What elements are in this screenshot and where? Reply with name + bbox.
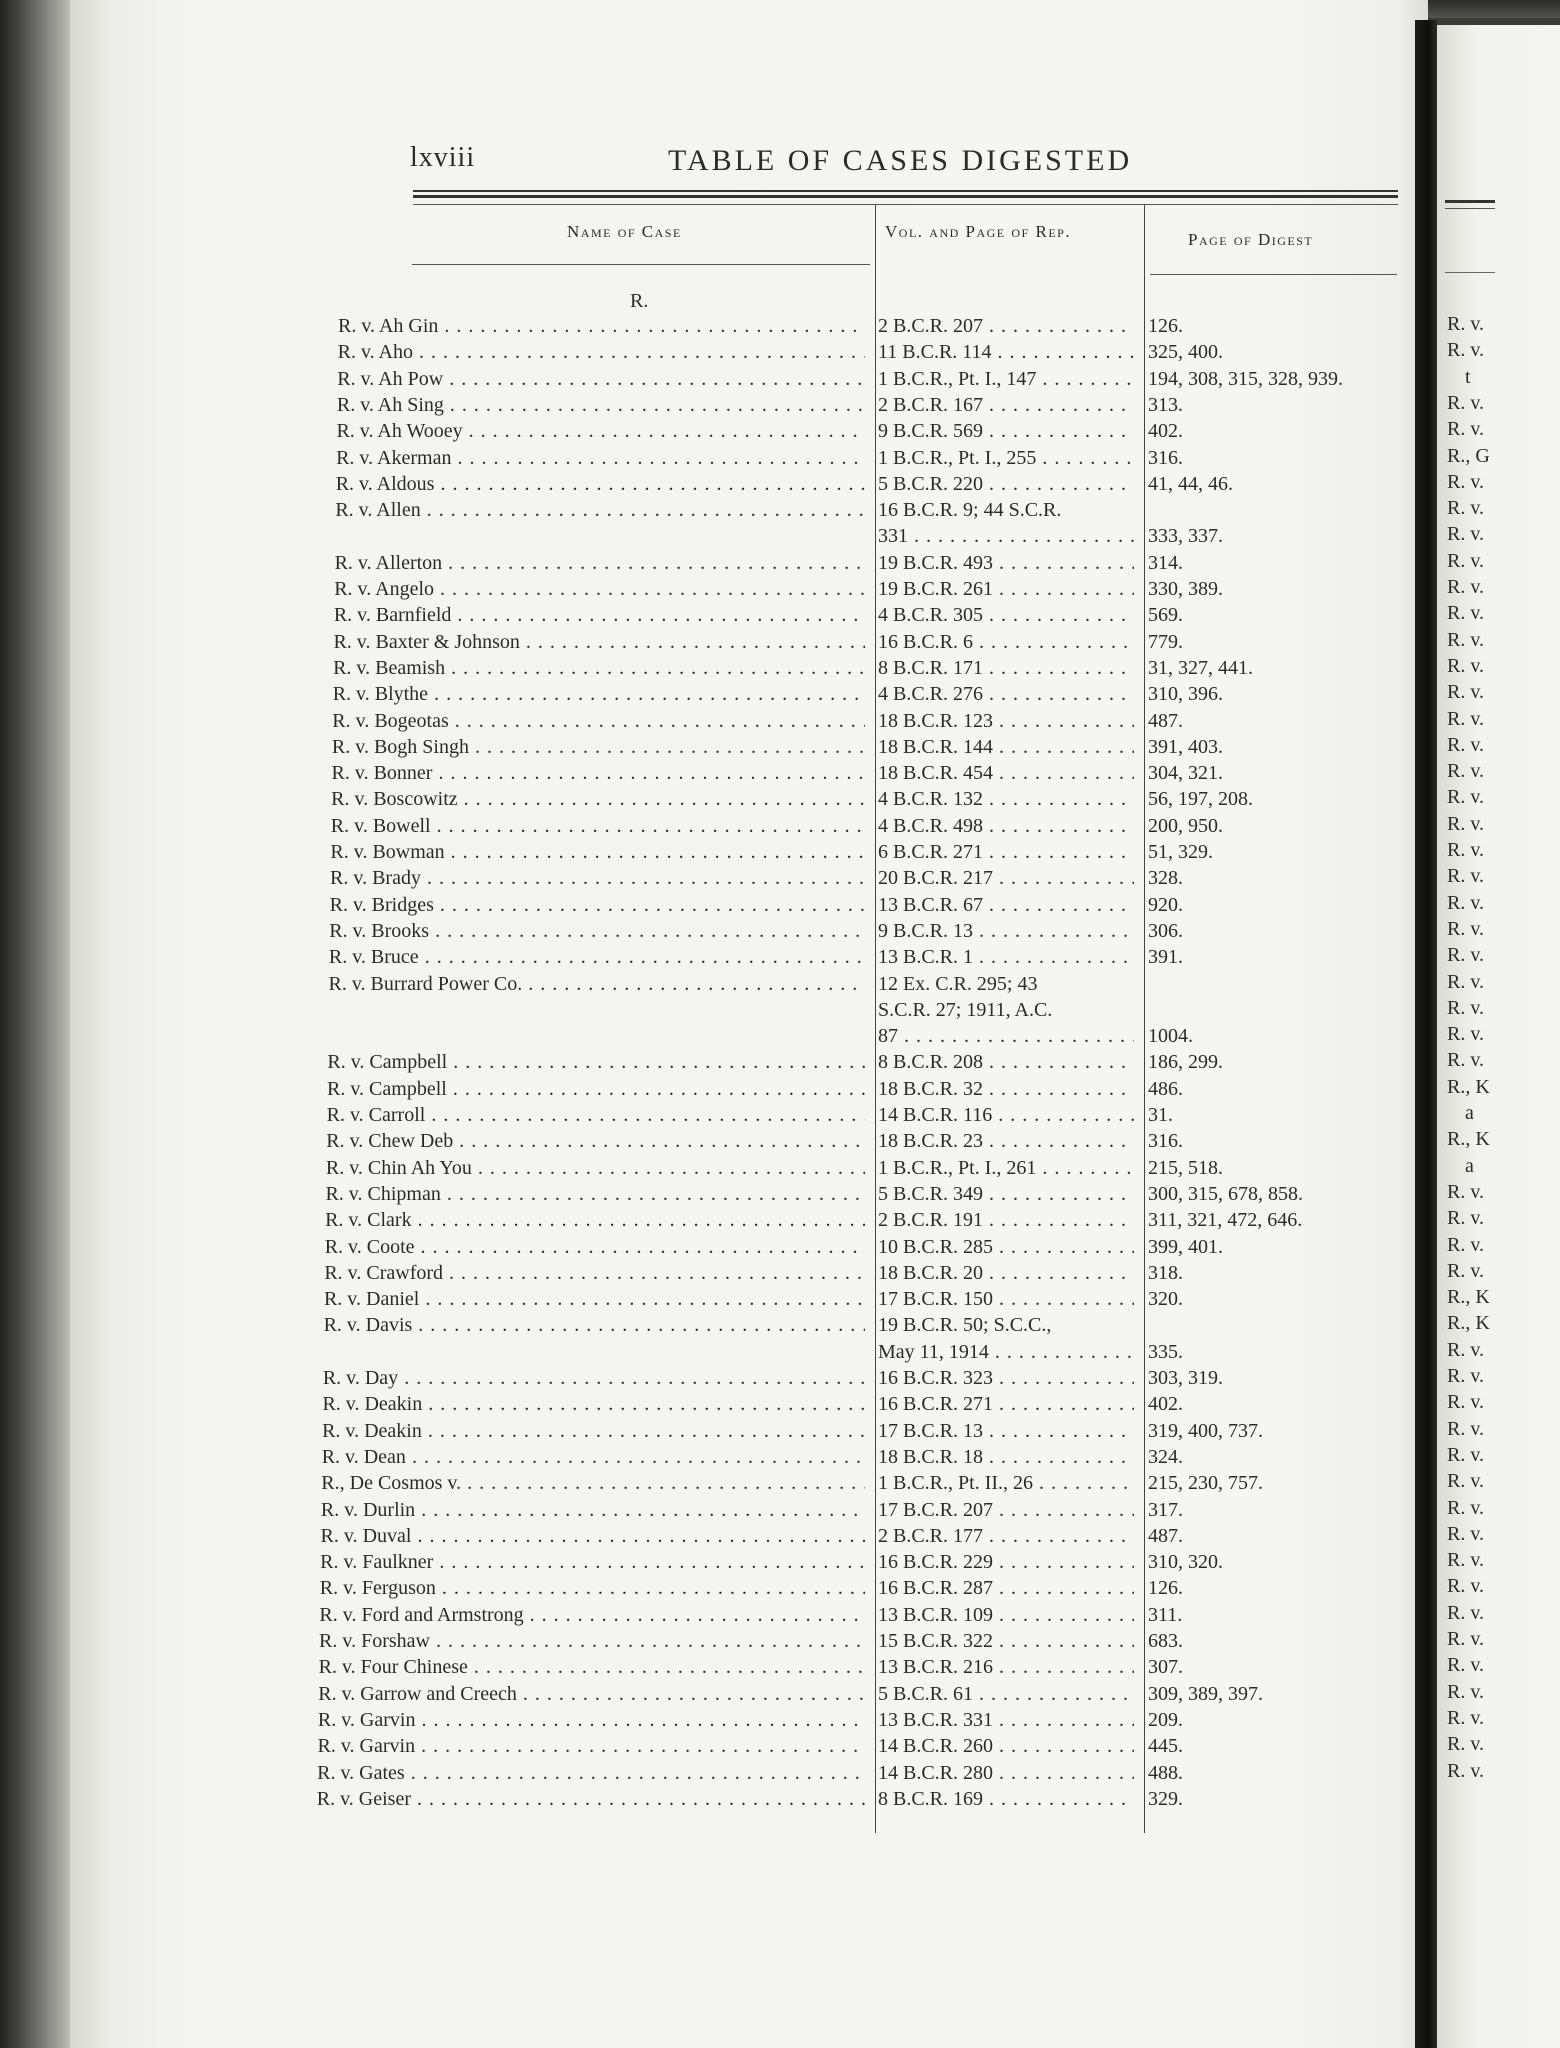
case-name: R. v. Akerman . . .: [336, 445, 865, 471]
report-citation: 16 B.C.R. 229 . . .: [878, 1549, 1134, 1575]
report-citation: 12 Ex. C.R. 295; 43: [878, 972, 1038, 995]
facing-page-fragment: R. v.: [1447, 1522, 1485, 1545]
facing-page-fragment: R. v.: [1447, 1549, 1485, 1572]
table-row: [70, 1444, 1428, 1470]
column-header-rule: [412, 264, 870, 265]
table-row: [70, 813, 1428, 839]
table-row: [70, 1418, 1428, 1444]
table-row: [70, 1155, 1428, 1181]
digest-pages: 309, 389, 397.: [1148, 1682, 1263, 1705]
table-row: [70, 1049, 1428, 1075]
header-rule: [413, 204, 1398, 205]
table-row: [70, 1549, 1428, 1575]
facing-page-fragment: R. v.: [1447, 1654, 1485, 1677]
table-row: [70, 1523, 1428, 1549]
facing-page-rule: [1445, 208, 1495, 209]
report-citation: 87 . . .: [878, 1023, 1134, 1049]
report-citation: 8 B.C.R. 171 . . .: [878, 655, 1134, 681]
report-citation: 16 B.C.R. 271 . . .: [878, 1391, 1134, 1417]
report-citation: 16 B.C.R. 6 . . .: [878, 629, 1134, 655]
digest-pages: 316.: [1148, 446, 1183, 469]
table-row: [70, 1391, 1428, 1417]
table-row: [70, 1470, 1428, 1496]
table-row: [70, 1076, 1428, 1102]
header-rule: [413, 190, 1398, 192]
table-row: [70, 1207, 1428, 1233]
digest-pages: 319, 400, 737.: [1148, 1419, 1263, 1442]
table-row: [70, 445, 1428, 471]
report-citation: 2 B.C.R. 207 . . .: [878, 313, 1134, 339]
digest-pages: 307.: [1148, 1656, 1183, 1679]
case-name: R. v. Bowell . . .: [331, 813, 865, 839]
facing-page-fragment: R. v.: [1447, 497, 1485, 520]
case-name: R. v. Ferguson . . .: [320, 1575, 865, 1601]
case-name: R. v. Blythe . . .: [333, 681, 865, 707]
digest-pages: 1004.: [1148, 1025, 1193, 1048]
table-row: [70, 1312, 1428, 1338]
facing-page-fragment: R. v.: [1447, 865, 1485, 888]
digest-pages: 779.: [1148, 630, 1183, 653]
table-row: [70, 681, 1428, 707]
facing-page-fragment: R. v.: [1447, 1365, 1485, 1387]
table-row-continuation: [70, 997, 1428, 1023]
digest-pages: 314.: [1148, 551, 1183, 574]
facing-page-fragment: R. v.: [1447, 1417, 1485, 1440]
case-name: R. v. Bogeotas . . .: [332, 708, 865, 734]
facing-page-fragment: R. v.: [1447, 1470, 1485, 1493]
case-name: R. v. Ah Pow . . .: [337, 366, 865, 392]
table-row: [70, 576, 1428, 602]
facing-page-fragment: R. v.: [1447, 1706, 1485, 1729]
case-name: R. v. Bogh Singh . . .: [332, 734, 865, 760]
digest-pages: 569.: [1148, 604, 1183, 627]
report-citation: 331 . . .: [878, 523, 1134, 549]
report-citation: 2 B.C.R. 191 . . .: [878, 1207, 1134, 1233]
facing-page-fragment: a: [1465, 1102, 1474, 1124]
column-header-name: Name of Case: [567, 222, 682, 241]
book-page: [70, 0, 1428, 2048]
report-citation: 16 B.C.R. 9; 44 S.C.R.: [878, 499, 1062, 522]
table-row: [70, 1654, 1428, 1680]
facing-page-fragment: R. v.: [1447, 1759, 1485, 1782]
digest-pages: 56, 197, 208.: [1148, 788, 1253, 811]
case-name: R. v. Boscowitz . . .: [331, 786, 865, 812]
case-name: R. v. Coote . . .: [325, 1234, 865, 1260]
facing-page-fragment: R. v.: [1447, 786, 1485, 809]
report-citation: 13 B.C.R. 216 . . .: [878, 1654, 1134, 1680]
facing-page-rule: [1445, 200, 1495, 203]
digest-pages: 306.: [1148, 919, 1183, 942]
case-name: R. v. Day . . .: [323, 1365, 865, 1391]
report-citation: May 11, 1914 . . .: [878, 1339, 1134, 1365]
case-name: R. v. Faulkner . . .: [320, 1549, 865, 1575]
facing-page-fragment: R. v.: [1447, 812, 1485, 835]
facing-page-fragment: R. v.: [1447, 549, 1485, 572]
report-citation: 13 B.C.R. 109 . . .: [878, 1602, 1134, 1628]
report-citation: 18 B.C.R. 23 . . .: [878, 1128, 1134, 1154]
report-citation: 18 B.C.R. 123 . . .: [878, 708, 1134, 734]
table-row: [70, 1628, 1428, 1654]
digest-pages: 316.: [1148, 1130, 1183, 1153]
table-row: [70, 1681, 1428, 1707]
digest-pages: 445.: [1148, 1735, 1183, 1758]
case-name: R. v. Allerton . . .: [335, 550, 865, 576]
report-citation: 1 B.C.R., Pt. II., 26 . . .: [878, 1470, 1134, 1496]
facing-page-fragment: R. v.: [1447, 418, 1485, 441]
table-row: [70, 708, 1428, 734]
report-citation: 13 B.C.R. 1 . . .: [878, 944, 1134, 970]
report-citation: 18 B.C.R. 144 . . .: [878, 734, 1134, 760]
report-citation: 17 B.C.R. 150 . . .: [878, 1286, 1134, 1312]
table-row: [70, 471, 1428, 497]
digest-pages: 215, 518.: [1148, 1156, 1223, 1179]
digest-pages: 310, 320.: [1148, 1551, 1223, 1574]
digest-pages: 402.: [1148, 1393, 1183, 1416]
section-letter: R.: [630, 290, 649, 312]
table-row: [70, 1102, 1428, 1128]
report-citation: 14 B.C.R. 280 . . .: [878, 1760, 1134, 1786]
case-name: R. v. Daniel . . .: [324, 1286, 865, 1312]
digest-pages: 487.: [1148, 1524, 1183, 1547]
case-name: R. v. Davis . . .: [324, 1312, 865, 1338]
digest-pages: 488.: [1148, 1761, 1183, 1784]
digest-pages: 391.: [1148, 946, 1183, 969]
case-name: R. v. Angelo . . .: [334, 576, 865, 602]
column-header-digest: Page of Digest: [1188, 230, 1314, 249]
report-citation: 4 B.C.R. 132 . . .: [878, 786, 1134, 812]
facing-page-fragment: R. v.: [1447, 917, 1485, 940]
table-row: [70, 786, 1428, 812]
report-citation: 5 B.C.R. 220 . . .: [878, 471, 1134, 497]
facing-page-fragment: R. v.: [1447, 1733, 1485, 1756]
table-row-continuation: [70, 1023, 1428, 1049]
case-name: R. v. Brady . . .: [330, 865, 865, 891]
table-row: [70, 1707, 1428, 1733]
digest-pages: 200, 950.: [1148, 814, 1223, 837]
table-row: [70, 1181, 1428, 1207]
digest-pages: 487.: [1148, 709, 1183, 732]
digest-pages: 324.: [1148, 1445, 1183, 1468]
report-citation: 19 B.C.R. 50; S.C.C.,: [878, 1314, 1052, 1337]
report-citation: 15 B.C.R. 322 . . .: [878, 1628, 1134, 1654]
digest-pages: 126.: [1148, 315, 1183, 337]
table-row: [70, 760, 1428, 786]
digest-pages: 333, 337.: [1148, 525, 1223, 548]
digest-pages: 330, 389.: [1148, 578, 1223, 600]
case-name: R. v. Geiser . . .: [317, 1786, 865, 1812]
digest-pages: 186, 299.: [1148, 1051, 1223, 1074]
table-row: [70, 655, 1428, 681]
table-row: [70, 1365, 1428, 1391]
case-name: R. v. Campbell . . .: [327, 1049, 865, 1075]
facing-page-fragment: R. v.: [1447, 654, 1485, 677]
facing-page-fragment: R. v.: [1447, 1259, 1485, 1282]
table-row: [70, 1260, 1428, 1286]
book-gutter: [1415, 20, 1437, 2048]
facing-page-fragment: t: [1465, 365, 1471, 388]
digest-pages: 328.: [1148, 867, 1183, 890]
column-header-volume: Vol. and Page of Rep.: [885, 222, 1072, 241]
facing-page-fragment: R. v.: [1447, 760, 1485, 783]
report-citation: 13 B.C.R. 331 . . .: [878, 1707, 1134, 1733]
table-row: [70, 629, 1428, 655]
facing-page-fragment: R. v.: [1447, 1575, 1485, 1598]
table-row-continuation: [70, 1339, 1428, 1365]
report-citation: 18 B.C.R. 454 . . .: [878, 760, 1134, 786]
facing-page-fragment: R. v.: [1447, 313, 1485, 335]
facing-page-fragment: R., K: [1447, 1312, 1490, 1335]
digest-pages: 486.: [1148, 1077, 1183, 1100]
table-row: [70, 497, 1428, 523]
report-citation: 5 B.C.R. 61 . . .: [878, 1681, 1134, 1707]
case-name: R. v. Clark . . .: [325, 1207, 865, 1233]
table-row: [70, 839, 1428, 865]
facing-page-fragment: R. v.: [1447, 1496, 1485, 1519]
table-row: [70, 339, 1428, 365]
table-row: [70, 865, 1428, 891]
digest-pages: 313.: [1148, 393, 1183, 416]
digest-pages: 311, 321, 472, 646.: [1148, 1209, 1303, 1232]
digest-pages: 317.: [1148, 1498, 1183, 1521]
facing-page-fragment: R. v.: [1447, 602, 1485, 625]
facing-page-fragment: R. v.: [1447, 944, 1485, 967]
case-name: R. v. Crawford . . .: [324, 1260, 865, 1286]
digest-pages: 391, 403.: [1148, 735, 1223, 758]
report-citation: 19 B.C.R. 493 . . .: [878, 550, 1134, 576]
report-citation: 4 B.C.R. 276 . . .: [878, 681, 1134, 707]
table-row: [70, 418, 1428, 444]
facing-page-fragment: R. v.: [1447, 1680, 1485, 1703]
case-name: R., De Cosmos v. . . .: [321, 1470, 865, 1496]
digest-pages: 215, 230, 757.: [1148, 1472, 1263, 1495]
digest-pages: 51, 329.: [1148, 841, 1213, 863]
report-citation: 14 B.C.R. 116 . . .: [878, 1102, 1134, 1128]
report-citation: 19 B.C.R. 261 . . .: [878, 576, 1134, 602]
facing-page: [1437, 25, 1560, 2048]
case-name: R. v. Allen . . .: [335, 497, 865, 523]
table-row: [70, 1733, 1428, 1759]
facing-page-fragment: R. v.: [1447, 996, 1485, 1019]
facing-page-fragment: R. v.: [1447, 839, 1485, 861]
report-citation: 4 B.C.R. 305 . . .: [878, 602, 1134, 628]
report-citation: 6 B.C.R. 271 . . .: [878, 839, 1134, 865]
facing-page-fragment: R. v.: [1447, 1207, 1485, 1230]
case-name: R. v. Forshaw . . .: [319, 1628, 865, 1654]
digest-pages: 304, 321.: [1148, 762, 1223, 785]
report-citation: 5 B.C.R. 349 . . .: [878, 1181, 1134, 1207]
facing-page-fragment: R. v.: [1447, 1023, 1485, 1046]
table-row: [70, 1234, 1428, 1260]
facing-page-fragment: R. v.: [1447, 339, 1485, 362]
table-row-continuation: [70, 523, 1428, 549]
case-name: R. v. Durlin . . .: [321, 1497, 865, 1523]
digest-pages: 320.: [1148, 1288, 1183, 1311]
digest-pages: 303, 319.: [1148, 1367, 1223, 1389]
facing-page-fragment: R. v.: [1447, 1233, 1485, 1256]
header-rule: [413, 195, 1398, 198]
case-name: R. v. Bonner . . .: [332, 760, 865, 786]
table-row: [70, 1786, 1428, 1812]
case-name: R. v. Duval . . .: [321, 1523, 865, 1549]
case-name: R. v. Dean . . .: [322, 1444, 865, 1470]
digest-pages: 194, 308, 315, 328, 939.: [1148, 367, 1343, 390]
case-name: R. v. Bruce . . .: [329, 944, 865, 970]
report-citation: 8 B.C.R. 169 . . .: [878, 1786, 1134, 1812]
facing-page-fragment: a: [1465, 1154, 1474, 1177]
facing-page-fragment: R. v.: [1447, 707, 1485, 730]
facing-page-fragment: R. v.: [1447, 1180, 1485, 1203]
facing-page-fragment: R. v.: [1447, 1338, 1485, 1361]
case-name: R. v. Barnfield . . .: [334, 602, 865, 628]
case-name: R. v. Chew Deb . . .: [326, 1128, 865, 1154]
digest-pages: 31.: [1148, 1104, 1173, 1126]
digest-pages: 126.: [1148, 1577, 1183, 1600]
case-name: R. v. Campbell . . .: [327, 1076, 865, 1102]
case-name: R. v. Deakin . . .: [322, 1391, 865, 1417]
case-name: R. v. Burrard Power Co. . . .: [329, 971, 865, 997]
table-row: [70, 918, 1428, 944]
digest-pages: 310, 396.: [1148, 683, 1223, 706]
case-name: R. v. Beamish . . .: [333, 655, 865, 681]
report-citation: 1 B.C.R., Pt. I., 147 . . .: [878, 366, 1134, 392]
case-name: R. v. Carroll . . .: [327, 1102, 865, 1128]
table-row: [70, 1286, 1428, 1312]
report-citation: 17 B.C.R. 207 . . .: [878, 1497, 1134, 1523]
table-row: [70, 366, 1428, 392]
facing-page-fragment: R. v.: [1447, 681, 1485, 704]
scan-left-edge: [0, 0, 70, 2048]
facing-page-fragment: R., G: [1447, 444, 1490, 467]
facing-page-fragment: R., K: [1447, 1128, 1490, 1151]
facing-page-fragment: R. v.: [1447, 576, 1485, 598]
facing-page-fragment: R. v.: [1447, 1049, 1485, 1072]
facing-page-fragment: R. v.: [1447, 628, 1485, 651]
case-name: R. v. Garvin . . .: [318, 1707, 865, 1733]
report-citation: 2 B.C.R. 177 . . .: [878, 1523, 1134, 1549]
table-row: [70, 1497, 1428, 1523]
digest-pages: 300, 315, 678, 858.: [1148, 1182, 1303, 1205]
case-name: R. v. Ah Gin . . .: [338, 313, 865, 339]
report-citation: S.C.R. 27; 1911, A.C.: [878, 998, 1053, 1021]
report-citation: 14 B.C.R. 260 . . .: [878, 1733, 1134, 1759]
case-name: R. v. Garvin . . .: [318, 1733, 865, 1759]
report-citation: 18 B.C.R. 32 . . .: [878, 1076, 1134, 1102]
report-citation: 20 B.C.R. 217 . . .: [878, 865, 1134, 891]
digest-pages: 329.: [1148, 1787, 1183, 1810]
case-name: R. v. Bowman . . .: [330, 839, 865, 865]
case-name: R. v. Ford and Armstrong . . .: [319, 1602, 865, 1628]
report-citation: 9 B.C.R. 13 . . .: [878, 918, 1134, 944]
case-name: R. v. Garrow and Creech . . .: [318, 1681, 865, 1707]
table-row: [70, 1602, 1428, 1628]
report-citation: 10 B.C.R. 285 . . .: [878, 1234, 1134, 1260]
facing-page-fragment: R. v.: [1447, 733, 1485, 756]
facing-page-fragment: R. v.: [1447, 1628, 1485, 1650]
digest-pages: 209.: [1148, 1708, 1183, 1731]
digest-pages: 402.: [1148, 420, 1183, 443]
case-name: R. v. Ah Wooey . . .: [336, 418, 865, 444]
table-row: [70, 892, 1428, 918]
report-citation: 2 B.C.R. 167 . . .: [878, 392, 1134, 418]
facing-page-fragment: R. v.: [1447, 891, 1485, 914]
table-row: [70, 1760, 1428, 1786]
case-name: R. v. Baxter & Johnson . . .: [333, 629, 865, 655]
facing-page-fragment: R., K: [1447, 1075, 1490, 1098]
digest-pages: 311.: [1148, 1603, 1183, 1626]
case-name: R. v. Aho . . .: [338, 339, 865, 365]
case-name: R. v. Brooks . . .: [329, 918, 865, 944]
digest-pages: 325, 400.: [1148, 341, 1223, 364]
digest-pages: 31, 327, 441.: [1148, 656, 1253, 679]
report-citation: 18 B.C.R. 18 . . .: [878, 1444, 1134, 1470]
table-row: [70, 313, 1428, 339]
facing-page-rule: [1445, 272, 1495, 273]
column-header-rule: [1150, 274, 1397, 275]
digest-pages: 920.: [1148, 893, 1183, 916]
report-citation: 9 B.C.R. 569 . . .: [878, 418, 1134, 444]
case-name: R. v. Ah Sing . . .: [337, 392, 865, 418]
table-row: [70, 1575, 1428, 1601]
table-row: [70, 1128, 1428, 1154]
facing-page-fragment: R. v.: [1447, 391, 1485, 414]
report-citation: 18 B.C.R. 20 . . .: [878, 1260, 1134, 1286]
case-name: R. v. Four Chinese . . .: [319, 1654, 865, 1680]
report-citation: 17 B.C.R. 13 . . .: [878, 1418, 1134, 1444]
digest-pages: 399, 401.: [1148, 1235, 1223, 1258]
case-name: R. v. Chin Ah You . . .: [326, 1155, 865, 1181]
report-citation: 8 B.C.R. 208 . . .: [878, 1049, 1134, 1075]
page-number: lxviii: [410, 142, 476, 173]
running-title: TABLE OF CASES DIGESTED: [668, 144, 1133, 177]
report-citation: 16 B.C.R. 287 . . .: [878, 1575, 1134, 1601]
facing-page-fragment: R. v.: [1447, 1443, 1485, 1466]
case-name: R. v. Gates . . .: [317, 1760, 865, 1786]
facing-page-fragment: R. v.: [1447, 970, 1485, 993]
report-citation: 11 B.C.R. 114 . . .: [878, 339, 1134, 365]
table-row: [70, 392, 1428, 418]
report-citation: 1 B.C.R., Pt. I., 255 . . .: [878, 445, 1134, 471]
digest-pages: 335.: [1148, 1340, 1183, 1363]
case-name: R. v. Deakin . . .: [322, 1418, 865, 1444]
table-row: [70, 944, 1428, 970]
case-name: R. v. Aldous . . .: [336, 471, 865, 497]
facing-page-fragment: R. v.: [1447, 523, 1485, 546]
case-name: R. v. Chipman . . .: [325, 1181, 865, 1207]
table-row: [70, 971, 1428, 997]
digest-pages: 41, 44, 46.: [1148, 472, 1233, 495]
table-row: [70, 602, 1428, 628]
digest-pages: 318.: [1148, 1261, 1183, 1284]
facing-page-fragment: R. v.: [1447, 1601, 1485, 1624]
facing-page-fragment: R., K: [1447, 1286, 1490, 1309]
table-row: [70, 550, 1428, 576]
report-citation: 16 B.C.R. 323 . . .: [878, 1365, 1134, 1391]
report-citation: 4 B.C.R. 498 . . .: [878, 813, 1134, 839]
facing-page-fragment: R. v.: [1447, 1391, 1485, 1414]
report-citation: 13 B.C.R. 67 . . .: [878, 892, 1134, 918]
case-name: R. v. Bridges . . .: [330, 892, 865, 918]
digest-pages: 683.: [1148, 1630, 1183, 1652]
table-row: [70, 734, 1428, 760]
report-citation: 1 B.C.R., Pt. I., 261 . . .: [878, 1155, 1134, 1181]
facing-page-fragment: R. v.: [1447, 470, 1485, 493]
